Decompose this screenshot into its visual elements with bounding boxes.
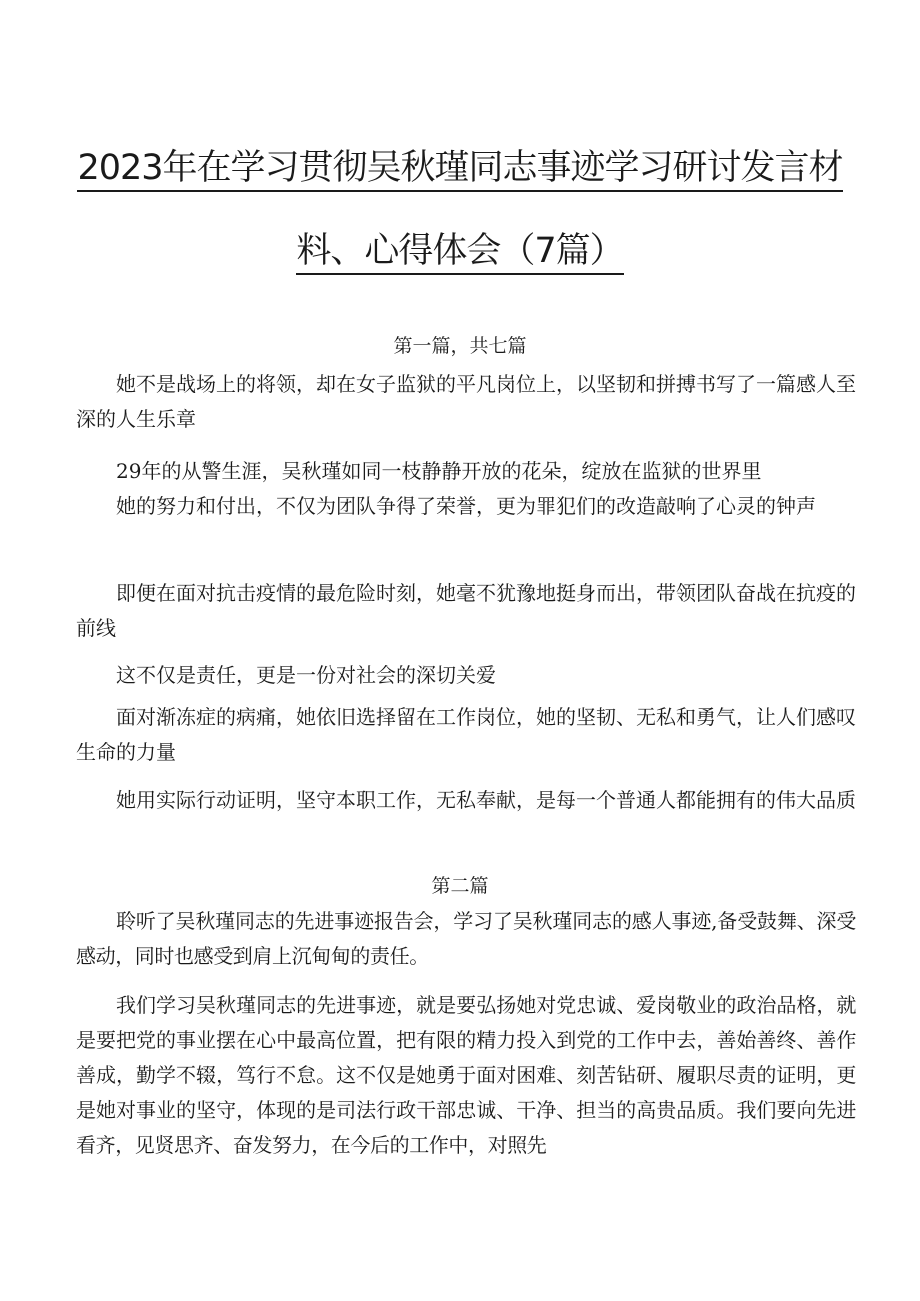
paragraph: 她用实际行动证明，坚守本职工作，无私奉献，是每一个普通人都能拥有的伟大品质 bbox=[116, 788, 856, 812]
document-title-line-1: 2023年在学习贯彻吴秋瑾同志事迹学习研讨发言材 bbox=[0, 140, 920, 190]
document-title-line-2: 料、心得体会（7篇） bbox=[0, 223, 920, 273]
paragraph: 这不仅是责任，更是一份对社会的深切关爱 bbox=[116, 663, 496, 687]
paragraph: 聆听了吴秋瑾同志的先进事迹报告会，学习了吴秋瑾同志的感人事迹,备受鼓舞、深受感动，同时也感受到肩上沉甸甸的责任。 bbox=[76, 909, 856, 968]
paragraph: 面对渐冻症的病痛，她依旧选择留在工作岗位，她的坚韧、无私和勇气，让人们感叹生命的力量 bbox=[76, 705, 856, 764]
section-heading: 第二篇 bbox=[431, 875, 489, 897]
paragraph: 她的努力和付出，不仅为团队争得了荣誉，更为罪犯们的改造敲响了心灵的钟声 bbox=[116, 494, 816, 518]
paragraph: 我们学习吴秋瑾同志的先进事迹，就是要弘扬她对党忠诚、爱岗敬业的政治品格，就是要把党的事业摆在心中最高位置，把有限的精力投入到党的工作中去，善始善终、善作善成，勤学不辍，笃行不怠。这不仅是她勇于面对困难、刻苦钻研、履职尽责的证明，更是她对事业的坚守，体现的是司法行政干部忠诚、干净、担当的高贵品质。我们要向先进看齐，见贤思齐、奋发努力，在今后的工作中，对照先 bbox=[76, 993, 856, 1157]
paragraph: 即便在面对抗击疫情的最危险时刻，她毫不犹豫地挺身而出，带领团队奋战在抗疫的前线 bbox=[76, 581, 856, 640]
section-heading: 第一篇，共七篇 bbox=[393, 335, 527, 357]
paragraph: 29年的从警生涯，吴秋瑾如同一枝静静开放的花朵，绽放在监狱的世界里 bbox=[116, 459, 762, 483]
paragraph: 她不是战场上的将领，却在女子监狱的平凡岗位上，以坚韧和拼搏书写了一篇感人至深的人生乐章 bbox=[76, 372, 856, 431]
